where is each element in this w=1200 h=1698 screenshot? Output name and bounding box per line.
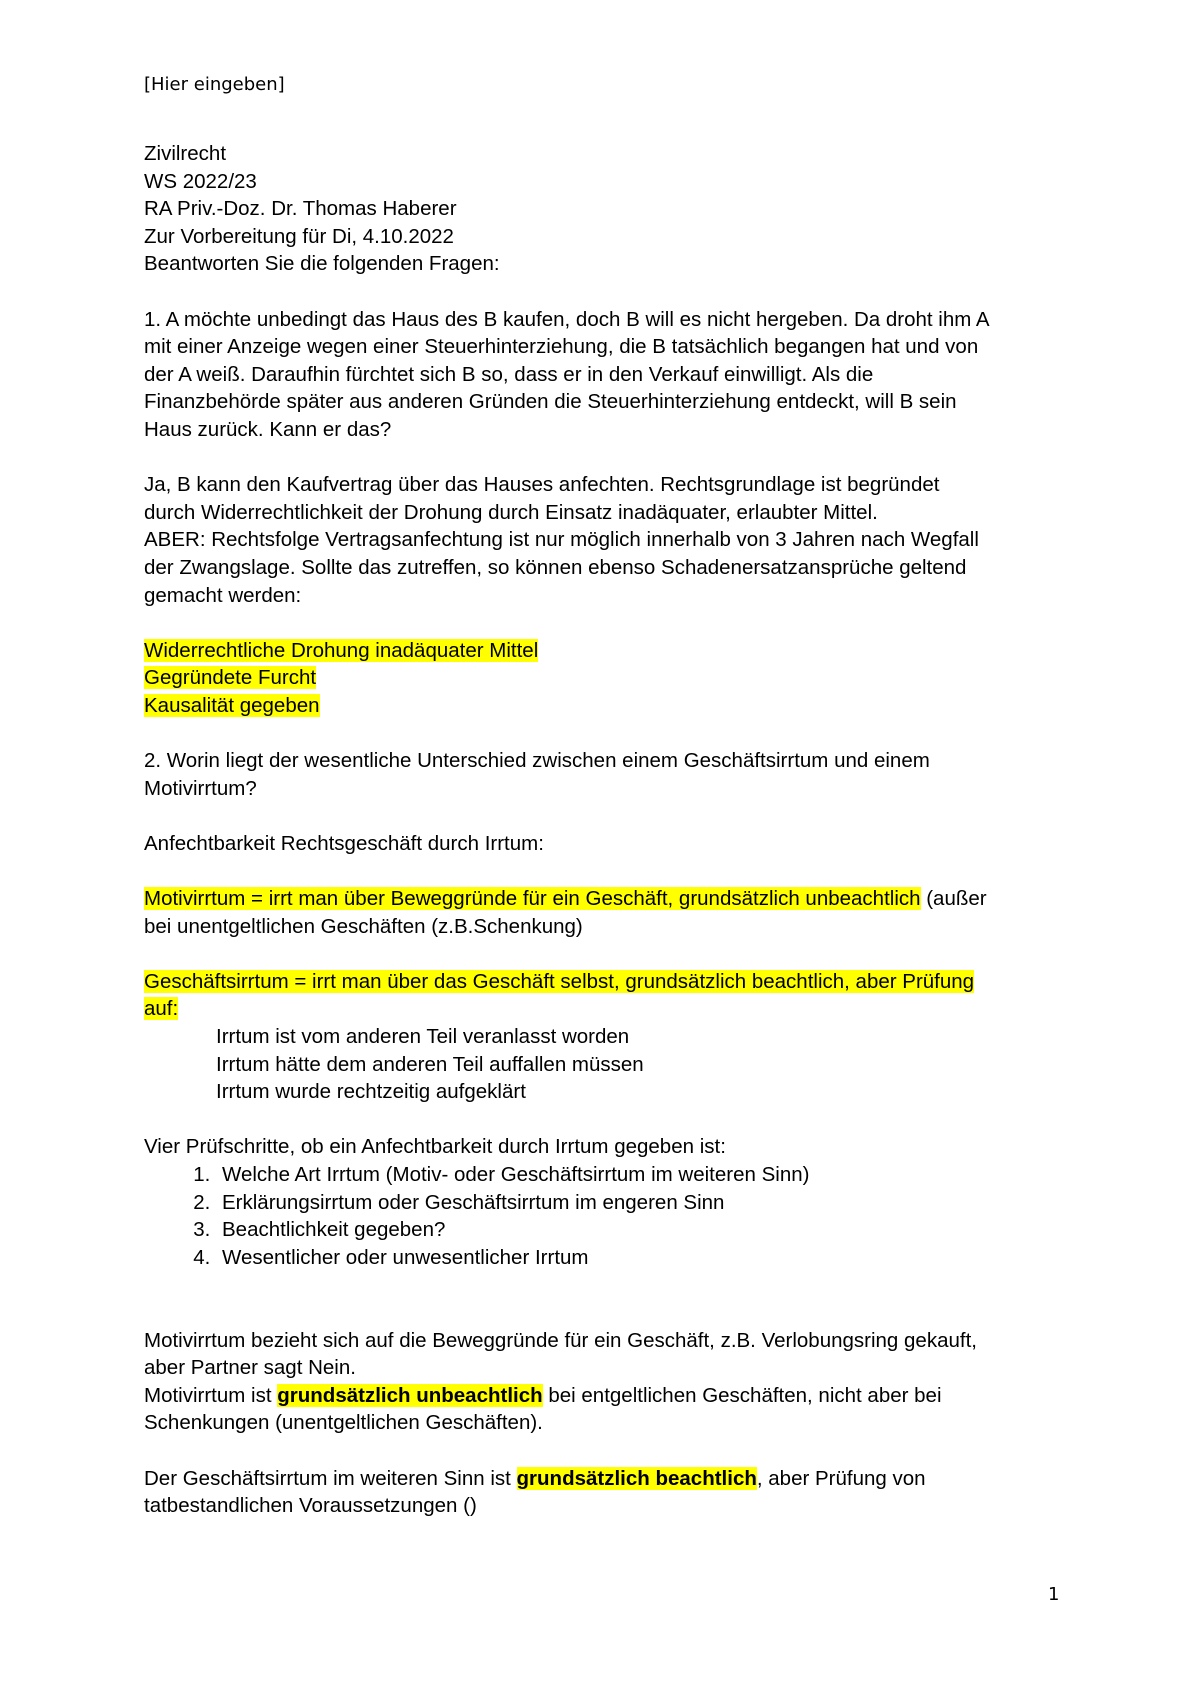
geschaeftsirrtum-definition: [144, 968, 1064, 996]
summary-text: , aber Prüfung von: [756, 1466, 926, 1490]
question-1-line: Haus zurück. Kann er das?: [144, 417, 392, 441]
condition-item: Irrtum ist vom anderen Teil veranlasst worden: [216, 1025, 630, 1048]
summary-line: tatbestandlichen Voraussetzungen (): [144, 1494, 477, 1518]
steps-list: [144, 1161, 1064, 1271]
course-line: Zivilrecht: [144, 142, 227, 165]
steps-intro: Vier Prüfschritte, ob ein Anfechtbarkeit durch Irrtum gegeben ist:: [144, 1135, 726, 1159]
highlighted-text: Widerrechtliche Drohung inadäquater Mittel: [144, 638, 539, 662]
answer-1-line: gemacht werden:: [144, 583, 302, 607]
page-number: 1: [1048, 1584, 1060, 1605]
highlight-list-1: [144, 637, 1064, 720]
instruction-line: Beantworten Sie die folgenden Fragen:: [144, 252, 500, 276]
condition-item: Irrtum wurde rechtzeitig aufgeklärt: [216, 1080, 526, 1104]
answer-1: [144, 471, 1064, 609]
step-item: 1. Welche Art Irrtum (Motiv- oder Geschäftsirrtum im weiteren Sinn): [216, 1161, 1064, 1189]
question-2-line: 2. Worin liegt der wesentliche Unterschied zwischen einem Geschäftsirrtum und einem: [144, 749, 930, 773]
summary-text: Motivirrtum ist: [144, 1383, 278, 1407]
lecturer-line: RA Priv.-Doz. Dr. Thomas Haberer: [144, 197, 457, 221]
summary-line: Motivirrtum bezieht sich auf die Beweggründe für ein Geschäft, z.B. Verlobungsring gekauft,: [144, 1328, 977, 1352]
motivirrtum-definition-cont: bei unentgeltlichen Geschäften (z.B.Schenkung): [144, 914, 583, 938]
answer-1-line: der Zwangslage. Sollte das zutreffen, so können ebenso Schadenersatzansprüche geltend: [144, 555, 967, 579]
step-item: 4. Wesentlicher oder unwesentlicher Irrtum: [216, 1244, 1064, 1272]
question-2-line: Motivirrtum?: [144, 776, 257, 800]
question-1-line: 1. A möchte unbedingt das Haus des B kaufen, doch B will es nicht hergeben. Da droht ihm A: [144, 307, 990, 331]
summary-text: bei entgeltlichen Geschäften, nicht aber bei: [542, 1383, 942, 1407]
summary-line: [144, 1465, 1064, 1493]
highlighted-text: Gegründete Furcht: [144, 666, 317, 690]
semester-line: WS 2022/23: [144, 169, 257, 193]
geschaeftsirrtum-definition-cont: [144, 995, 1064, 1023]
page-header: [Hier eingeben]: [144, 74, 285, 95]
answer-1-line: ABER: Rechtsfolge Vertragsanfechtung ist nur möglich innerhalb von 3 Jahren nach Wegfall: [144, 528, 979, 552]
highlighted-text: auf:: [144, 997, 179, 1021]
summary-line: [144, 1382, 1064, 1410]
highlighted-text: Geschäftsirrtum = irrt man über das Geschäft selbst, grundsätzlich beachtlich, aber Prüfung: [144, 969, 975, 993]
question-1-line: Finanzbehörde später aus anderen Gründen die Steuerhinterziehung entdeckt, will B sein: [144, 390, 957, 414]
highlighted-text: Kausalität gegeben: [144, 693, 320, 717]
highlighted-text: Motivirrtum = irrt man über Beweggründe für ein Geschäft, grundsätzlich unbeachtlich: [144, 887, 921, 911]
motivirrtum-definition: [144, 885, 1064, 913]
bold-highlight: grundsätzlich beachtlich: [516, 1466, 757, 1490]
definition-text: (außer: [920, 887, 987, 911]
prep-line: Zur Vorbereitung für Di, 4.10.2022: [144, 224, 454, 248]
summary-text: Der Geschäftsirrtum im weiteren Sinn ist: [144, 1466, 517, 1490]
summary-line: Schenkungen (unentgeltlichen Geschäften).: [144, 1411, 543, 1435]
answer-2-title: Anfechtbarkeit Rechtsgeschäft durch Irrtum:: [144, 831, 544, 855]
question-1-line: mit einer Anzeige wegen einer Steuerhinterziehung, die B tatsächlich begangen hat und von: [144, 335, 979, 359]
answer-1-line: durch Widerrechtlichkeit der Drohung durch Einsatz inadäquater, erlaubter Mittel.: [144, 500, 878, 524]
question-1: [144, 306, 1064, 444]
step-item: 2. Erklärungsirrtum oder Geschäftsirrtum im engeren Sinn: [216, 1189, 1064, 1217]
question-1-line: der A weiß. Daraufhin fürchtet sich B so, dass er in den Verkauf einwilligt. Als die: [144, 362, 874, 386]
bold-highlight: grundsätzlich unbeachtlich: [277, 1383, 543, 1407]
answer-1-line: Ja, B kann den Kaufvertrag über das Hauses anfechten. Rechtsgrundlage ist begründet: [144, 473, 940, 497]
document-body: [144, 140, 1064, 1520]
summary-line: aber Partner sagt Nein.: [144, 1356, 356, 1380]
condition-item: Irrtum hätte dem anderen Teil auffallen müssen: [216, 1052, 644, 1076]
step-item: 3. Beachtlichkeit gegeben?: [216, 1216, 1064, 1244]
question-2: [144, 747, 1064, 802]
